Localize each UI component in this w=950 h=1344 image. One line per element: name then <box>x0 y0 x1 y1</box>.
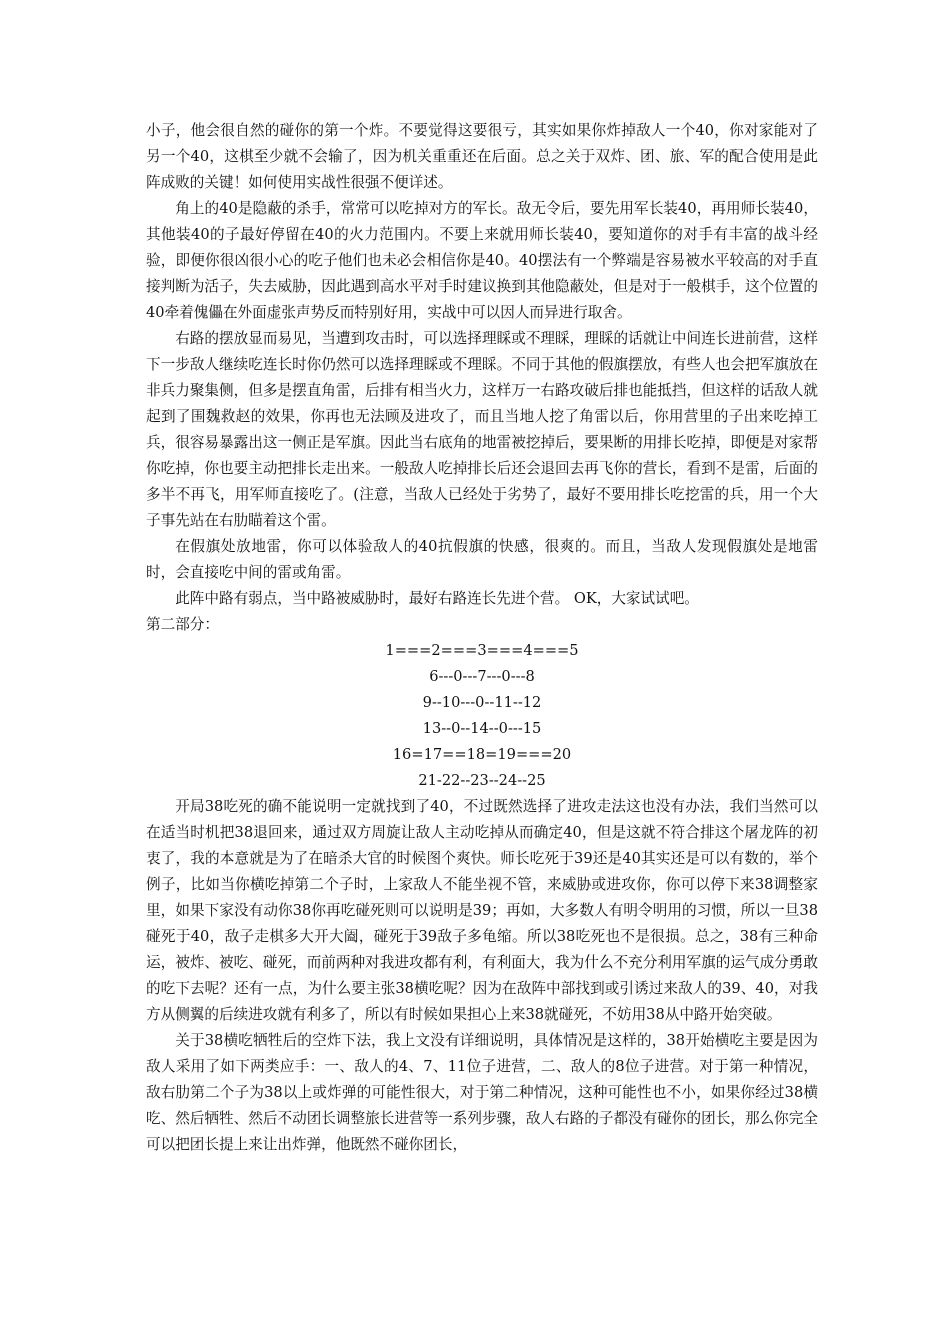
paragraph-3: 右路的摆放显而易见，当遭到攻击时，可以选择理睬或不理睬，理睬的话就让中间连长进前营，这样下一步敌人继续吃连长时你仍然可以选择理睬或不理睬。不同于其他的假旗摆放，有些人也会把军旗放在非兵力聚集侧，但多是摆直角雷，后排有相当火力，这样万一右路攻破后排也能抵挡，但这样的话敌人就起到了围魏救赵的效果，你再也无法顾及进攻了，而且当地人挖了角雷以后，你用营里的子出来吃掉工兵，很容易暴露出这一侧正是军旗。因此当右底角的地雷被挖掉后，要果断的用排长吃掉，即便是对家帮你吃掉，你也要主动把排长走出来。一般敌人吃掉排长后还会退回去再飞你的营长，看到不是雷，后面的多半不再飞，用军师直接吃了。(注意，当敌人已经处于劣势了，最好不要用排长吃挖雷的兵，用一个大子事先站在右肋瞄着这个雷。 <box>146 330 818 529</box>
paragraph-5: 此阵中路有弱点，当中路被威胁时，最好右路连长先进个营。 OK，大家试试吧。 <box>175 590 699 607</box>
paragraph-2: 角上的40是隐蔽的杀手，常常可以吃掉对方的军长。敌无令后，要先用军长装40，再用师长装40，其他装40的子最好停留在40的火力范围内。不要上来就用师长装40，要知道你的对手有丰富的战斗经验，即便你很凶很小心的吃子他们也未必会相信你是40。40摆法有一个弊端是容易被水平较高的对手直接判断为活子，失去威胁，因此遇到高水平对手时建议换到其他隐蔽处，但是对于一般棋手，这个位置的40牵着傀儡在外面虚张声势反而特别好用，实战中可以因人而异进行取舍。 <box>146 200 818 321</box>
section-heading: 第二部分： <box>146 616 219 633</box>
diagram-line: 21-22--23--24--25 <box>418 772 546 789</box>
diagram-line: 16=17==18=19===20 <box>392 746 572 763</box>
document-page <box>146 118 818 1158</box>
diagram-line: 6---0---7---0---8 <box>429 668 535 685</box>
board-diagram <box>146 638 818 794</box>
paragraph-4: 在假旗处放地雷，你可以体验敌人的40抗假旗的快感，很爽的。而且，当敌人发现假旗处是地雷时，会直接吃中间的雷或角雷。 <box>146 538 818 581</box>
diagram-line: 9--10---0--11--12 <box>422 694 542 711</box>
paragraph-6: 开局38吃死的确不能说明一定就找到了40，不过既然选择了进攻走法这也没有办法，我们当然可以在适当时机把38退回来，通过双方周旋让敌人主动吃掉从而确定40，但是这就不符合排这个屠龙阵的初衷了，我的本意就是为了在暗杀大官的时候图个爽快。师长吃死于39还是40其实还是可以有数的，举个例子，比如当你横吃掉第二个子时，上家敌人不能坐视不管，来威胁或进攻你，你可以停下来38调整家里，如果下家没有动你38你再吃碰死则可以说明是39；再如，大多数人有明令明用的习惯，所以一旦38碰死于40，敌子走棋多大开大阖，碰死于39敌子多龟缩。所以38吃死也不是很损。总之，38有三种命运，被炸、被吃、碰死，而前两种对我进攻都有利，有利面大，我为什么不充分利用军旗的运气成分勇敢的吃下去呢？还有一点，为什么要主张38横吃呢？因为在敌阵中部找到或引诱过来敌人的39、40，对我方从侧翼的后续进攻就有利多了，所以有时候如果担心上来38就碰死，不妨用38从中路开始突破。 <box>146 798 818 1023</box>
diagram-line: 1===2===3===4===5 <box>385 642 579 659</box>
paragraph-7: 关于38横吃牺牲后的空炸下法，我上文没有详细说明，具体情况是这样的，38开始横吃主要是因为敌人采用了如下两类应手：一、敌人的4、7、11位子进营，二、敌人的8位子进营。对于第一种情况，敌右肋第二个子为38以上或炸弹的可能性很大，对于第二种情况，这种可能性也不小，如果你经过38横吃、然后牺牲、然后不动团长调整旅长进营等一系列步骤，敌人右路的子都没有碰你的团长，那么你完全可以把团长提上来让出炸弹，他既然不碰你团长， <box>146 1032 818 1153</box>
paragraph-1: 小子，他会很自然的碰你的第一个炸。不要觉得这要很亏，其实如果你炸掉敌人一个40，你对家能对了另一个40，这棋至少就不会输了，因为机关重重还在后面。总之关于双炸、团、旅、军的配合使用是此阵成败的关键！如何使用实战性很强不便详述。 <box>146 122 818 191</box>
diagram-line: 13--0--14--0---15 <box>422 720 542 737</box>
